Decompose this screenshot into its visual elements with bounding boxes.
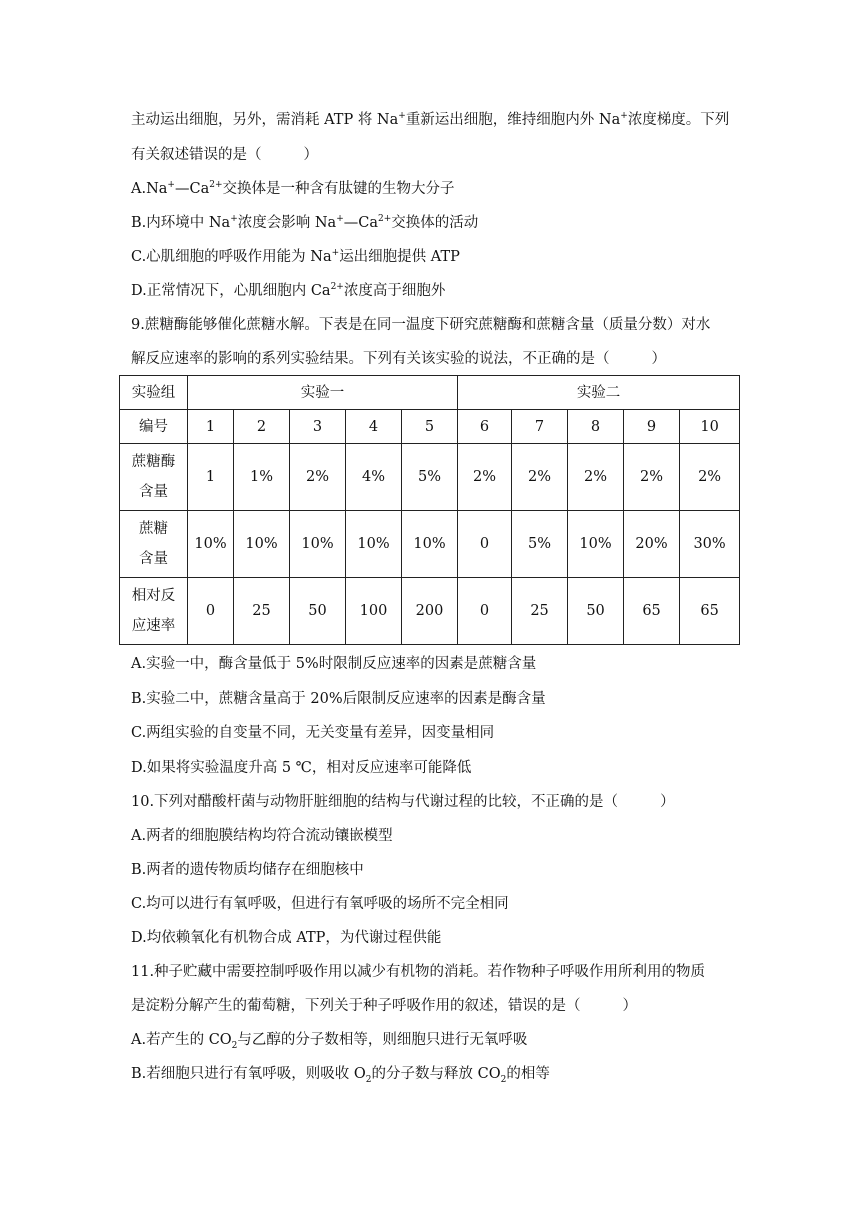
table-cell: 0 [188, 578, 234, 645]
q8-option-c: C.心肌细胞的呼吸作用能为 Na+运出细胞提供 ATP [131, 248, 460, 265]
table-cell: 10% [346, 511, 402, 578]
q9-stem-line-2: 解反应速率的影响的系列实验结果。下列有关该实验的说法，不正确的是（ ） [131, 351, 666, 367]
table-row [120, 444, 740, 511]
q9-option-b: B.实验二中，蔗糖含量高于 20%后限制反应速率的因素是酶含量 [131, 691, 546, 707]
table-row [120, 511, 740, 578]
table-cell: 5% [402, 444, 458, 511]
table-cell: 25 [234, 578, 290, 645]
table-cell: 8 [568, 410, 624, 444]
q8-stem-line-1: 主动运出细胞，另外，需消耗 ATP 将 Na+重新运出细胞，维持细胞内外 Na+浓度梯度。下列 [131, 111, 730, 128]
table-cell: 10% [188, 511, 234, 578]
table-cell: 2 [234, 410, 290, 444]
table-cell: 2% [624, 444, 680, 511]
group-header-cell: 实验组 [120, 376, 188, 410]
table-cell: 2% [290, 444, 346, 511]
table-cell: 100 [346, 578, 402, 645]
table-cell: 2% [458, 444, 512, 511]
rate-header-line-1: 相对反 [131, 588, 176, 604]
q8-option-d: D.正常情况下，心肌细胞内 $Ca^{2+}$浓度高于细胞外 [131, 282, 446, 299]
enzyme-header-cell [120, 444, 188, 511]
table-cell: 200 [402, 578, 458, 645]
q11-stem-line-2: 是淀粉分解产生的葡萄糖，下列关于种子呼吸作用的叙述，错误的是（ ） [131, 998, 637, 1014]
table-cell: 1 [188, 444, 234, 511]
table-row [120, 410, 740, 444]
q9-option-c: C.两组实验的自变量不同，无关变量有差异，因变量相同 [131, 725, 495, 741]
enzyme-header-line-2: 含量 [139, 484, 168, 500]
table-cell: 7 [512, 410, 568, 444]
table-cell: 25 [512, 578, 568, 645]
experiment-1-header: 实验一 [188, 376, 458, 410]
table-cell: 10 [680, 410, 740, 444]
table-cell: 0 [458, 511, 512, 578]
table-cell: 10% [402, 511, 458, 578]
table-cell: 4% [346, 444, 402, 511]
q9-option-d: D.如果将实验温度升高 5 ℃，相对反应速率可能降低 [131, 760, 472, 776]
table-cell: 4 [346, 410, 402, 444]
table-cell: 50 [290, 578, 346, 645]
table-cell: 9 [624, 410, 680, 444]
table-cell: 1% [234, 444, 290, 511]
table-cell: 5% [512, 511, 568, 578]
experiment-2-header: 实验二 [458, 376, 740, 410]
q11-stem-line-1: 11.种子贮藏中需要控制呼吸作用以减少有机物的消耗。若作物种子呼吸作用所利用的物质 [131, 964, 706, 980]
sucrose-header-line-2: 含量 [139, 551, 168, 567]
q10-option-c: C.均可以进行有氧呼吸，但进行有氧呼吸的场所不完全相同 [131, 896, 509, 912]
table-cell: 3 [290, 410, 346, 444]
table-row [120, 376, 740, 410]
table-cell: 10% [568, 511, 624, 578]
table-cell: 65 [680, 578, 740, 645]
table-cell: 10% [234, 511, 290, 578]
q8-stem-line-2: 有关叙述错误的是（ ） [131, 147, 318, 163]
q9-option-a: A.实验一中，酶含量低于 5%时限制反应速率的因素是蔗糖含量 [131, 656, 537, 672]
table-cell: 10% [290, 511, 346, 578]
table-cell: 0 [458, 578, 512, 645]
table-cell: 2% [512, 444, 568, 511]
table-cell: 30% [680, 511, 740, 578]
table-cell: 50 [568, 578, 624, 645]
q10-stem: 10.下列对醋酸杆菌与动物肝脏细胞的结构与代谢过程的比较，不正确的是（ ） [131, 794, 675, 810]
q10-option-b: B.两者的遗传物质均储存在细胞核中 [131, 862, 364, 878]
q8-option-a: $A.Na^+—Ca^{2+}$交换体是一种含有肽键的生物大分子 [131, 180, 455, 197]
experiment-table [119, 375, 740, 645]
q10-option-d: D.均依赖氧化有机物合成 ATP，为代谢过程供能 [131, 930, 442, 946]
enzyme-header-line-1: 蔗糖酶 [131, 454, 176, 470]
q8-option-b: B.内环境中 Na+浓度会影响 $Na^+—Ca^{2+}$交换体的活动 [131, 214, 479, 231]
table-cell: 2% [680, 444, 740, 511]
table-cell: 6 [458, 410, 512, 444]
table-cell: 5 [402, 410, 458, 444]
q10-option-a: A.两者的细胞膜结构均符合流动镶嵌模型 [131, 828, 393, 844]
q9-stem-line-1: 9.蔗糖酶能够催化蔗糖水解。下表是在同一温度下研究蔗糖酶和蔗糖含量（质量分数）对水 [131, 317, 711, 333]
sucrose-header-cell [120, 511, 188, 578]
rate-header-line-2: 应速率 [131, 618, 176, 634]
table-cell: 2% [568, 444, 624, 511]
table-cell: 20% [624, 511, 680, 578]
q11-option-a: A.若产生的 $CO_2$与乙醇的分子数相等，则细胞只进行无氧呼吸 [131, 1032, 528, 1051]
q11-option-b: B.若细胞只进行有氧呼吸，则吸收 $O_2$的分子数与释放 $CO_2$的相等 [131, 1066, 550, 1085]
table-row [120, 578, 740, 645]
table-cell: 1 [188, 410, 234, 444]
number-header-cell: 编号 [120, 410, 188, 444]
table-cell: 65 [624, 578, 680, 645]
sucrose-header-line-1: 蔗糖 [139, 521, 168, 537]
rate-header-cell [120, 578, 188, 645]
